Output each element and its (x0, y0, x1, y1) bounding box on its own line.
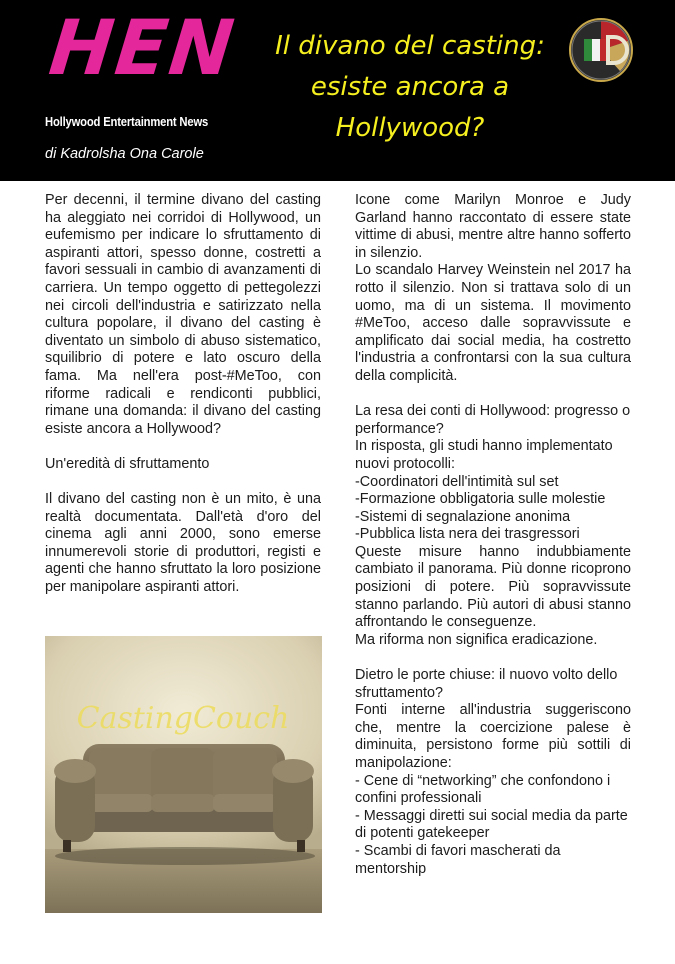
press-seal-icon (568, 17, 634, 83)
author-byline: di Kadrolsha Ona Carole (45, 146, 204, 162)
list-item: -Sistemi di segnalazione anonima (355, 508, 571, 525)
right-column (355, 192, 631, 878)
list-item: -Pubblica lista nera dei trasgressori (355, 526, 580, 543)
list-item: -Coordinatori dell'intimità sul set (355, 473, 559, 490)
masthead (0, 0, 675, 181)
headline-line-1: Il divano del casting: (275, 31, 545, 61)
list-item: - Cene di “networking” che confondono i confini professionali (355, 772, 611, 807)
changes-paragraph: Queste misure hanno indubbiamente cambiato il panorama. Più donne ricoprono posizioni di potere. Più sopravvissute stanno parlando. Più autori di abusi stanno affrontando le conseguenze. (355, 543, 631, 631)
wall-graffiti: CastingCouch (76, 701, 290, 736)
list-item: - Messaggi diretti sui social media da parte di potenti gatekeeper (355, 807, 628, 842)
logo-subtitle: Hollywood Entertainment News (45, 115, 209, 129)
list-item: -Formazione obbligatoria sulle molestie (355, 491, 606, 508)
headline-line-3: Hollywood? (335, 113, 485, 143)
hen-logo: HEN (45, 3, 240, 92)
casting-couch-photo (45, 636, 322, 913)
left-column (45, 192, 321, 597)
sources-paragraph: Fonti interne all'industria suggeriscono che, mentre la coercizione palese è diminuita, persistono forme più sottili di manipolazione: (355, 702, 631, 771)
section-paragraph: Il divano del casting non è un mito, è una realtà documentata. Dall'età d'oro del cinema agli anni 2000, sono emerse innumerevoli storie di produttori, registi e agenti che hanno sfruttato la loro posizione per manipolare aspiranti attori. (45, 491, 321, 596)
weinstein-paragraph: Lo scandalo Harvey Weinstein nel 2017 ha rotto il silenzio. Non si trattava solo di un uomo, ma di un sistema. Il movimento #MeToo, acceso dalle sopravvissute e amplificato dai social media, ha costretto l'industria a confrontarsi con la sua cultura della complicità. (355, 262, 631, 384)
reform-statement: Ma riforma non significa eradicazione. (355, 631, 598, 648)
headline-line-2: esiste ancora a (310, 72, 510, 102)
section-heading: La resa dei conti di Hollywood: progresso o performance? (355, 403, 631, 437)
article-headline (265, 26, 555, 149)
icons-paragraph: Icone come Marilyn Monroe e Judy Garland hanno raccontato di essere state vittime di abusi, mentre altre hanno sofferto in silenzio. (355, 192, 631, 261)
section-heading: Dietro le porte chiuse: il nuovo volto dello sfruttamento? (355, 667, 618, 701)
section-heading: Un'eredità di sfruttamento (45, 455, 210, 472)
intro-paragraph: Per decenni, il termine divano del casting ha aleggiato nei corridoi di Hollywood, un eufemismo per indicare lo sfruttamento di aspiranti attori, spesso donne, costretti a favori sessuali in cambio di avanzamenti di carriera. Un tempo oggetto di pettegolezzi nei circoli dell'industria e satirizzato nella cultura popolare, il divano del casting è diventato un simbolo di abuso sistematico, squilibrio di potere e lato oscuro della fama. Ma nell'era post-#MeToo, con riforme radicali e rendiconti pubblici, rimane una domanda: il divano del casting esiste ancora a Hollywood? (45, 192, 321, 437)
protocols-intro: In risposta, gli studi hanno implementato nuovi protocolli: (355, 438, 613, 472)
list-item: - Scambi di favori mascherati da mentorship (355, 842, 561, 877)
